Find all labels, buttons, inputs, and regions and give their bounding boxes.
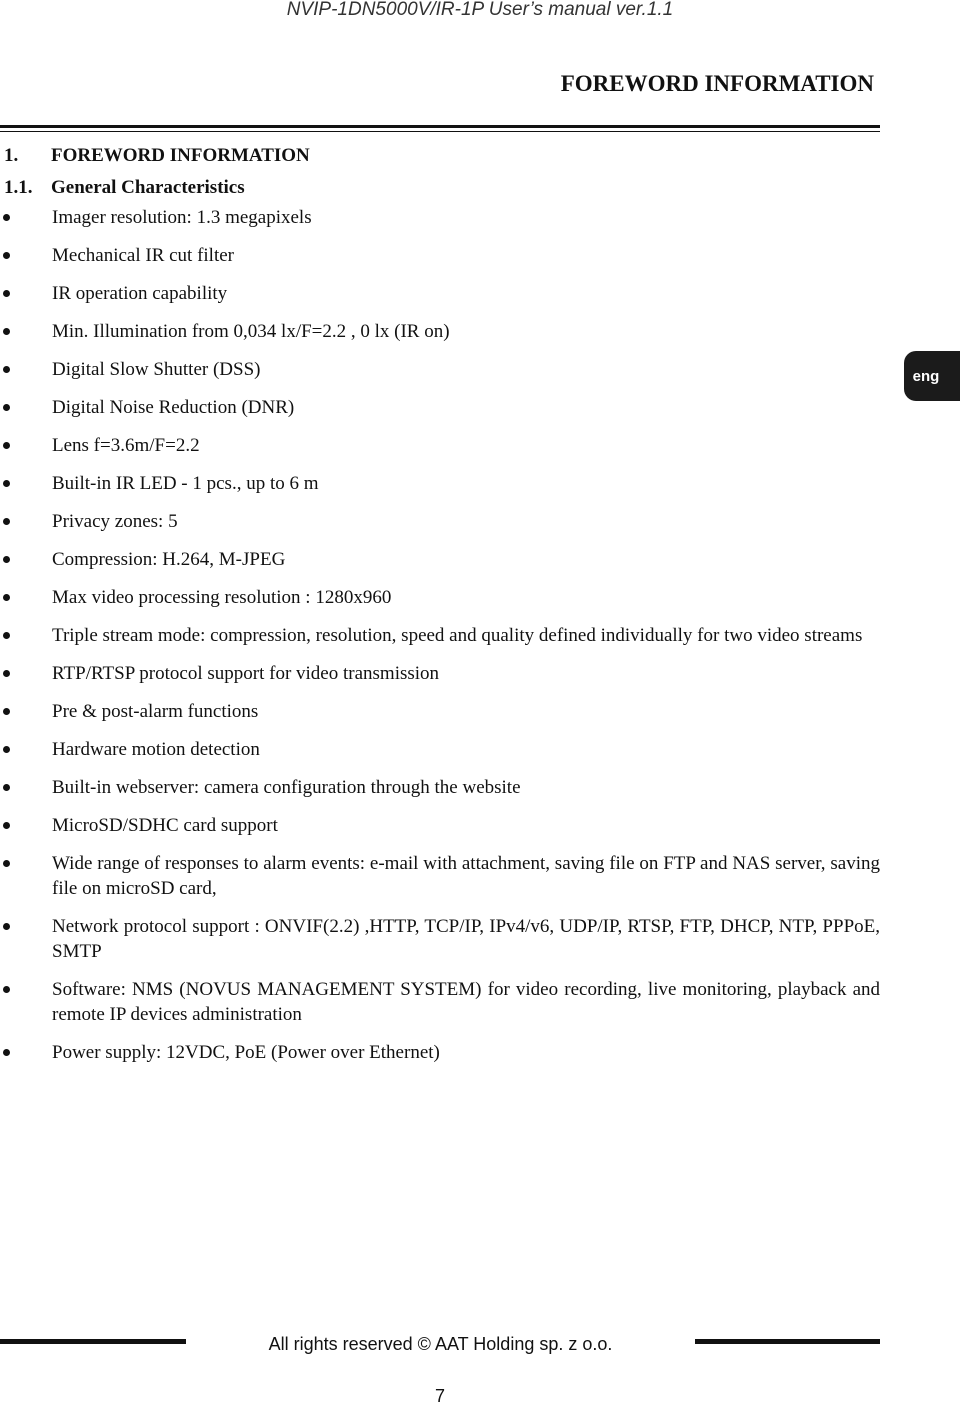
feature-text: Software: NMS (NOVUS MANAGEMENT SYSTEM) for video recording, live monitoring, playback and remote IP devices administration [52, 979, 880, 1025]
feature-text: Max video processing resolution : 1280x960 [52, 587, 392, 608]
subsection-title: General Characteristics [51, 177, 245, 198]
feature-text: Built-in IR LED - 1 pcs., up to 6 m [52, 473, 319, 494]
bullet-icon [3, 986, 10, 993]
feature-item [0, 471, 880, 496]
bullet-icon [3, 784, 10, 791]
feature-item [0, 914, 880, 964]
feature-text: Min. Illumination from 0,034 lx/F=2.2 , 0 lx (IR on) [52, 321, 450, 342]
header-divider-thin [0, 131, 880, 132]
footer-rule-left [0, 1339, 186, 1344]
bullet-icon [3, 366, 10, 373]
feature-item [0, 775, 880, 800]
chapter-number: 1. [4, 145, 19, 166]
bullet-icon [3, 594, 10, 601]
bullet-icon [3, 252, 10, 259]
feature-text: Pre & post-alarm functions [52, 701, 259, 722]
page-number: 7 [434, 1386, 445, 1406]
bullet-icon [3, 1049, 10, 1056]
header-divider-thick [0, 125, 880, 128]
feature-text: Lens f=3.6m/F=2.2 [52, 435, 200, 456]
bullet-icon [3, 404, 10, 411]
feature-text: MicroSD/SDHC card support [52, 815, 278, 836]
bullet-icon [3, 708, 10, 715]
manual-title-header: NVIP-1DN5000V/IR-1P User’s manual ver.1.1 [286, 0, 674, 20]
bullet-icon [3, 328, 10, 335]
feature-text: Mechanical IR cut filter [52, 245, 235, 266]
feature-item [0, 851, 880, 901]
subsection-number: 1.1. [4, 177, 33, 198]
bullet-icon [3, 556, 10, 563]
bullet-icon [3, 518, 10, 525]
footer-rule-right [695, 1339, 880, 1344]
bullet-icon [3, 923, 10, 930]
feature-item [0, 813, 880, 838]
feature-item [0, 585, 880, 610]
bullet-icon [3, 480, 10, 487]
copyright-notice: All rights reserved © AAT Holding sp. z o.o. [268, 1334, 613, 1354]
feature-text: Wide range of responses to alarm events: e-mail with attachment, saving file on FTP and NAS server, saving file on microSD card, [52, 853, 880, 899]
feature-item [0, 661, 880, 686]
feature-text: IR operation capability [52, 283, 228, 304]
chapter-title: FOREWORD INFORMATION [51, 145, 310, 166]
feature-text: Power supply: 12VDC, PoE (Power over Ethernet) [52, 1042, 440, 1063]
feature-item [0, 357, 880, 382]
feature-item [0, 319, 880, 344]
feature-text: Network protocol support : ONVIF(2.2) ,HTTP, TCP/IP, IPv4/v6, UDP/IP, RTSP, FTP, DHCP, NTP, PPPoE, SMTP [52, 916, 880, 962]
feature-text: Built-in webserver: camera configuration through the website [52, 777, 521, 798]
feature-item [0, 623, 880, 648]
feature-text: Digital Noise Reduction (DNR) [52, 397, 295, 418]
language-tab[interactable]: eng [904, 351, 960, 401]
feature-text: Privacy zones: 5 [52, 511, 178, 532]
feature-item [0, 395, 880, 420]
feature-text: RTP/RTSP protocol support for video transmission [52, 663, 440, 684]
feature-text: Hardware motion detection [52, 739, 260, 760]
feature-item [0, 699, 880, 724]
bullet-icon [3, 860, 10, 867]
feature-item [0, 547, 880, 572]
feature-item [0, 281, 880, 306]
feature-item [0, 509, 880, 534]
bullet-icon [3, 822, 10, 829]
feature-text: Imager resolution: 1.3 megapixels [52, 207, 312, 228]
bullet-icon [3, 632, 10, 639]
feature-item [0, 433, 880, 458]
feature-item [0, 243, 880, 268]
bullet-icon [3, 442, 10, 449]
feature-text: Compression: H.264, M-JPEG [52, 549, 286, 570]
feature-item [0, 737, 880, 762]
feature-list [0, 205, 880, 1078]
bullet-icon [3, 746, 10, 753]
chapter-heading [4, 145, 310, 167]
feature-item [0, 205, 880, 230]
section-title: FOREWORD INFORMATION [560, 71, 874, 96]
subsection-heading [4, 177, 245, 199]
feature-text: Digital Slow Shutter (DSS) [52, 359, 261, 380]
feature-item [0, 977, 880, 1027]
bullet-icon [3, 670, 10, 677]
feature-text: Triple stream mode: compression, resolution, speed and quality defined individually for two video streams [52, 625, 863, 646]
feature-item [0, 1040, 880, 1065]
bullet-icon [3, 290, 10, 297]
bullet-icon [3, 214, 10, 221]
